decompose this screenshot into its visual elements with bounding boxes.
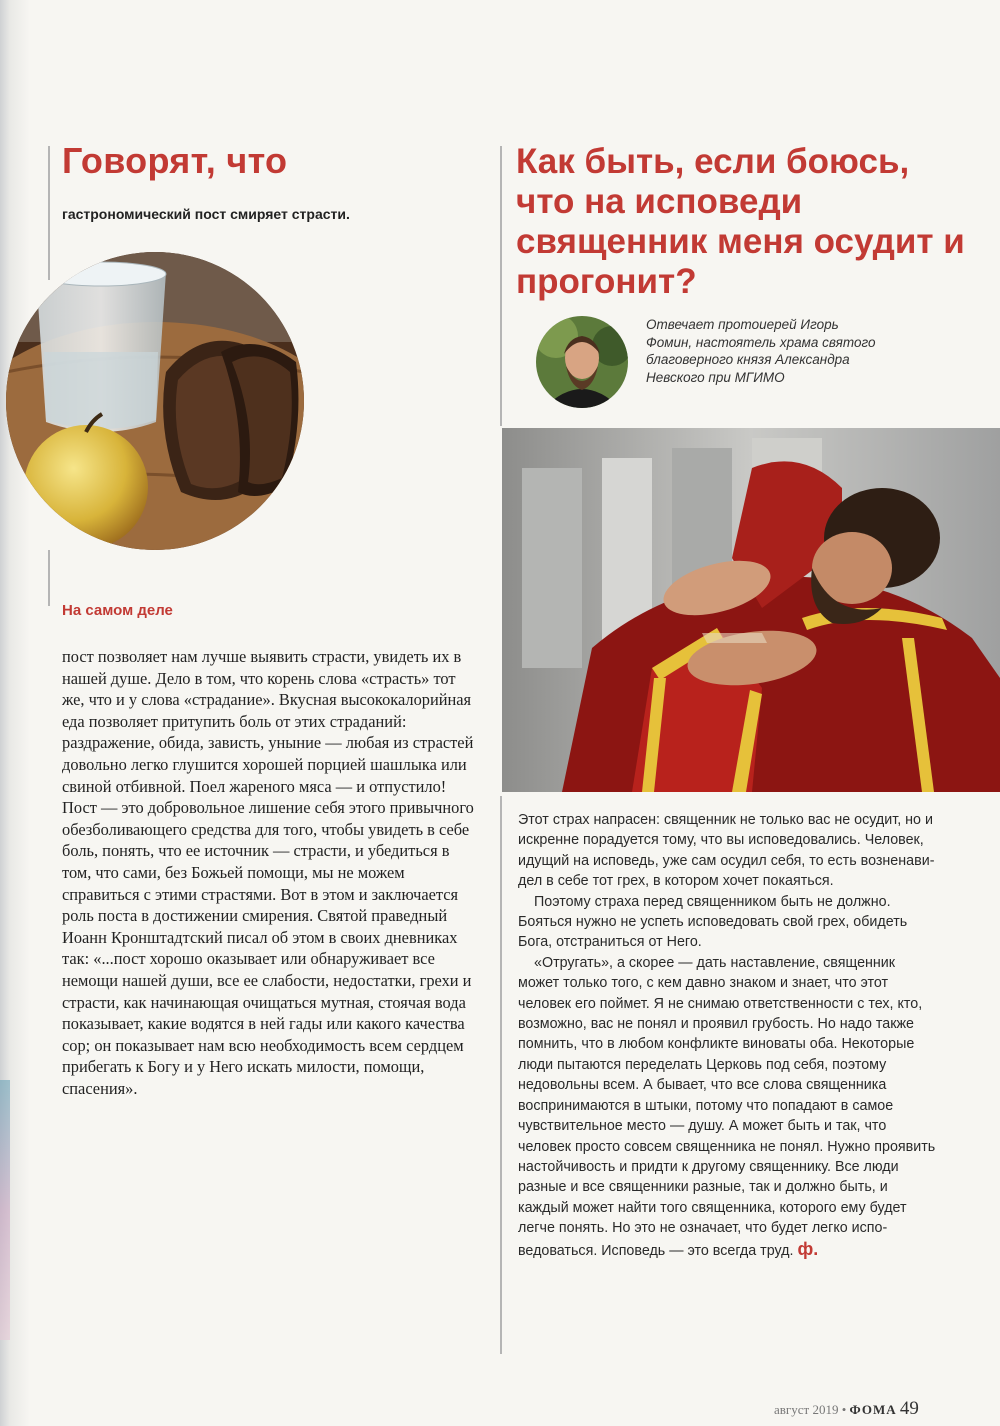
end-mark-icon: ф. — [797, 1238, 819, 1259]
priest-confession-photo — [502, 428, 1000, 792]
left-column-rule — [48, 146, 50, 280]
right-paragraph-2: Поэтому страха перед священником быть не должно. Бояться нужно не успеть исповедовать свой грех, обидеть Бога, отстраниться от Него. — [518, 893, 908, 951]
author-byline: Отвечает протоиерей Игорь Фомин, настоятель храма святого благоверного князя Александра Невского при МГИМО — [646, 317, 876, 385]
right-column-rule-lower — [500, 796, 502, 1354]
left-heading: Говорят, что — [62, 140, 288, 181]
magazine-name: ФОМА — [849, 1402, 897, 1417]
binding-edge — [0, 1080, 10, 1340]
page-number: 49 — [899, 1398, 919, 1419]
right-column-rule — [500, 146, 502, 426]
issue-date: август 2019 — [774, 1402, 839, 1417]
footer-bullet: • — [841, 1402, 847, 1417]
right-paragraph-3 — [518, 953, 940, 1261]
bread-water-apple-photo — [6, 252, 304, 550]
right-paragraph-3-text: «Отругать», а скорее — дать наставление, священник может только того, с кем давно знаком и знает, что этот человек его поймет. Я не снимаю ответственности с тех, кто, возможно, вас не понял и проявил грубость. Но надо также помнить, что в любом конфликте виноваты оба. Некоторые люди пытаются переделать Церковь под себя, поэтому недовольны всем. А бывает, что все слова священника воспринимаются в штыки, потому что попадают в самое чувствительное место — душу. А может быть и так, что человек просто совсем священника не понял. Нужно проявить настойчивость и придти к другому священнику. Все люди разные и все священники разные, так и должно быть, и каждый может найти того священника, которого ему будет легче понять. Но это не означает, что будет легко исповедоваться. Исповедь — это всегда труд. — [518, 954, 936, 1259]
section-label: На самом деле — [62, 602, 173, 619]
right-body-text — [518, 810, 940, 1261]
left-body-text: пост позволяет нам лучше выявить страсти, увидеть их в нашей душе. Дело в том, что корень слова «страсть» тот же, что и у слова «страдание». Вкусная высококалорийная еда позволяет притупить боль от этих страданий: раздражение, обида, зависть, уныние — любая из страстей довольно легко глушится хорошей порцией шашлыка или свиной отбивной. Поел жареного мяса — и отпустило! Пост — это добровольное лишение себя этого привычного обезболивающего средства для того, чтобы увидеть в себе боль, понять, что ее источник — страсти, и убедиться в том, что сами, без Божьей помощи, мы не можем справиться с этими страстями. Вот в этом и заключается роль поста в достижении смирения. Святой праведный Иоанн Кронштадтский писал об этом в своих дневниках так: «...пост хорошо оказывает или обнаруживает все немощи нашей души, все ее слабости, недостатки, грехи и страсти, как начинающая очищаться мутная, стоячая вода показывает, какие водятся в ней гады или какого качества сор; он показывает нам всю необходимость всем сердцем прибегать к Богу и у Него искать милости, помощи, спасения». — [62, 647, 474, 1098]
right-heading: Как быть, если боюсь, что на исповеди священник меня осудит и прогонит? — [516, 142, 965, 301]
left-subheading: гастрономический пост смиряет страсти. — [62, 206, 350, 222]
right-paragraph-1: Этот страх напрасен: священник не только вас не осудит, но и искренне порадуется тому, что вы исповедовались. Человек, идущий на исповедь, уже сам осудил себя, то есть возненавидел в себе тот грех, в котором хочет покаяться. — [518, 812, 935, 890]
priest-portrait-photo — [536, 316, 628, 408]
left-column-rule-lower — [48, 550, 50, 606]
page-footer — [774, 1398, 919, 1420]
